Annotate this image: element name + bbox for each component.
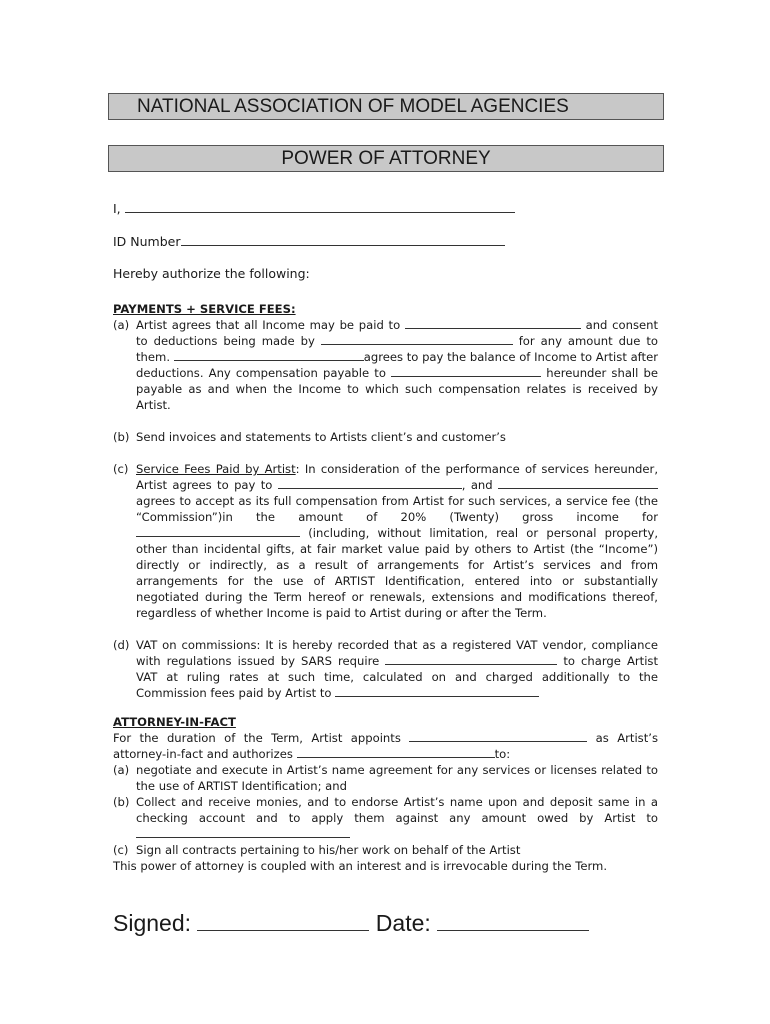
attorney-item-c (113, 842, 658, 858)
payments-d-text-2: to charge Artist VAT at ruling rates at such time, calculated on and charged additionally to the Commission fees paid by Artist to (136, 654, 659, 700)
owed-party-blank[interactable] (136, 826, 350, 838)
payments-item-b-text: Send invoices and statements to Artists client’s and customer’s (136, 430, 506, 444)
i-label: I, (113, 201, 121, 216)
attorney-appointee-blank[interactable] (409, 730, 587, 742)
date-blank[interactable] (437, 910, 589, 931)
payments-item-d-label: (d) (113, 638, 130, 652)
attorney-item-b-label: (b) (113, 795, 130, 809)
title-banner (108, 145, 664, 172)
payments-a-text-3: for any amount due to them. (136, 334, 658, 364)
attorney-item-a (113, 762, 658, 794)
payments-a-text-2: and consent to deductions being made by (136, 318, 659, 348)
fee-acceptor-blank[interactable] (498, 477, 658, 489)
closing-statement: This power of attorney is coupled with an interest and is irrevocable during the Term. (113, 859, 608, 873)
payments-item-a (113, 317, 658, 413)
attorney-intro-text-3: to: (494, 747, 511, 761)
payments-c-text-3: agrees to accept as its full compensation from Artist for such services, a service fee (the “Commission”)in the amount of 20% (Twenty) gross income for (136, 494, 658, 524)
authorize-line (113, 266, 310, 281)
payments-c-text-2: , and (461, 478, 493, 492)
id-number-label: ID Number (113, 234, 181, 249)
fee-payee-blank[interactable] (278, 477, 462, 489)
payments-section (113, 301, 658, 701)
id-number-blank[interactable] (181, 232, 505, 246)
payments-item-c-label: (c) (113, 462, 129, 476)
payments-c-text-1: : In consideration of the performance of services hereunder, Artist agrees to pay to (136, 462, 659, 492)
document-title: POWER OF ATTORNEY (281, 148, 491, 169)
authorized-party-blank[interactable] (297, 746, 495, 758)
payments-item-d (113, 637, 658, 701)
payments-a-text-5: hereunder shall be payable as and when the Income to which such compensation relates is received by Artist. (136, 366, 658, 412)
deductor-blank[interactable] (321, 333, 513, 345)
signed-label: Signed: (113, 910, 192, 936)
payments-heading: PAYMENTS + SERVICE FEES: (113, 302, 296, 316)
id-number-line (113, 232, 505, 249)
signature-line (113, 910, 589, 937)
attorney-item-c-label: (c) (113, 843, 129, 857)
payments-item-b-label: (b) (113, 430, 130, 444)
compensation-payee-blank[interactable] (391, 365, 541, 377)
attorney-item-b (113, 794, 658, 842)
payments-d-text-1: VAT on commissions: It is hereby recorded that as a registered VAT vendor, compliance with regulations issued by SARS require (136, 638, 658, 668)
gross-income-blank[interactable] (136, 525, 300, 537)
attorney-item-c-text: Sign all contracts pertaining to his/her work on behalf of the Artist (136, 843, 521, 857)
payments-a-text-1: Artist agrees that all Income may be paid to (136, 318, 401, 332)
attorney-intro-text-2: as Artist’s attorney-in-fact and authorizes (113, 731, 658, 761)
attorney-item-a-label: (a) (113, 763, 130, 777)
organization-name: NATIONAL ASSOCIATION OF MODEL AGENCIES (137, 96, 569, 117)
name-line (113, 199, 515, 216)
attorney-heading: ATTORNEY-IN-FACT (113, 715, 236, 729)
name-blank[interactable] (125, 199, 515, 213)
payments-c-text-4: (including, without limitation, real or personal property, other than incidental gifts, at fair market value paid by others to Artist (the “Income”) directly or indirectly, as a result of arrangements for Artist’s services and from arrangements for the use of ARTIST Identification, entered into or substantially negotiated during the Term hereof or renewals, extensions and modifications thereof, regardless of whether Income is paid to Artist during or after the Term. (136, 526, 659, 620)
payments-a-text-4: agrees to pay the balance of Income to Artist after deductions. Any compensation payable to (136, 350, 658, 380)
payments-item-b (113, 429, 658, 445)
vat-vendor-blank[interactable] (385, 653, 557, 665)
attorney-section (113, 714, 658, 874)
commission-payee-blank[interactable] (335, 685, 539, 697)
payee-blank[interactable] (405, 317, 581, 329)
attorney-item-b-text: Collect and receive monies, and to endorse Artist’s name upon and deposit same in a checking account and to apply them against any amount owed by Artist to (136, 795, 658, 825)
balance-payer-blank[interactable] (174, 349, 364, 361)
organization-banner (108, 93, 664, 120)
attorney-item-a-text: negotiate and execute in Artist’s name agreement for any services or licenses related to the use of ARTIST Identification; and (136, 763, 658, 793)
payments-item-c (113, 461, 658, 621)
attorney-intro (113, 730, 658, 762)
authorize-text: Hereby authorize the following: (113, 266, 310, 281)
signature-blank[interactable] (197, 910, 369, 931)
date-label: Date: (375, 910, 431, 936)
service-fees-title: Service Fees Paid by Artist (136, 462, 296, 476)
attorney-intro-text-1: For the duration of the Term, Artist appoints (113, 731, 401, 745)
payments-item-a-label: (a) (113, 318, 130, 332)
